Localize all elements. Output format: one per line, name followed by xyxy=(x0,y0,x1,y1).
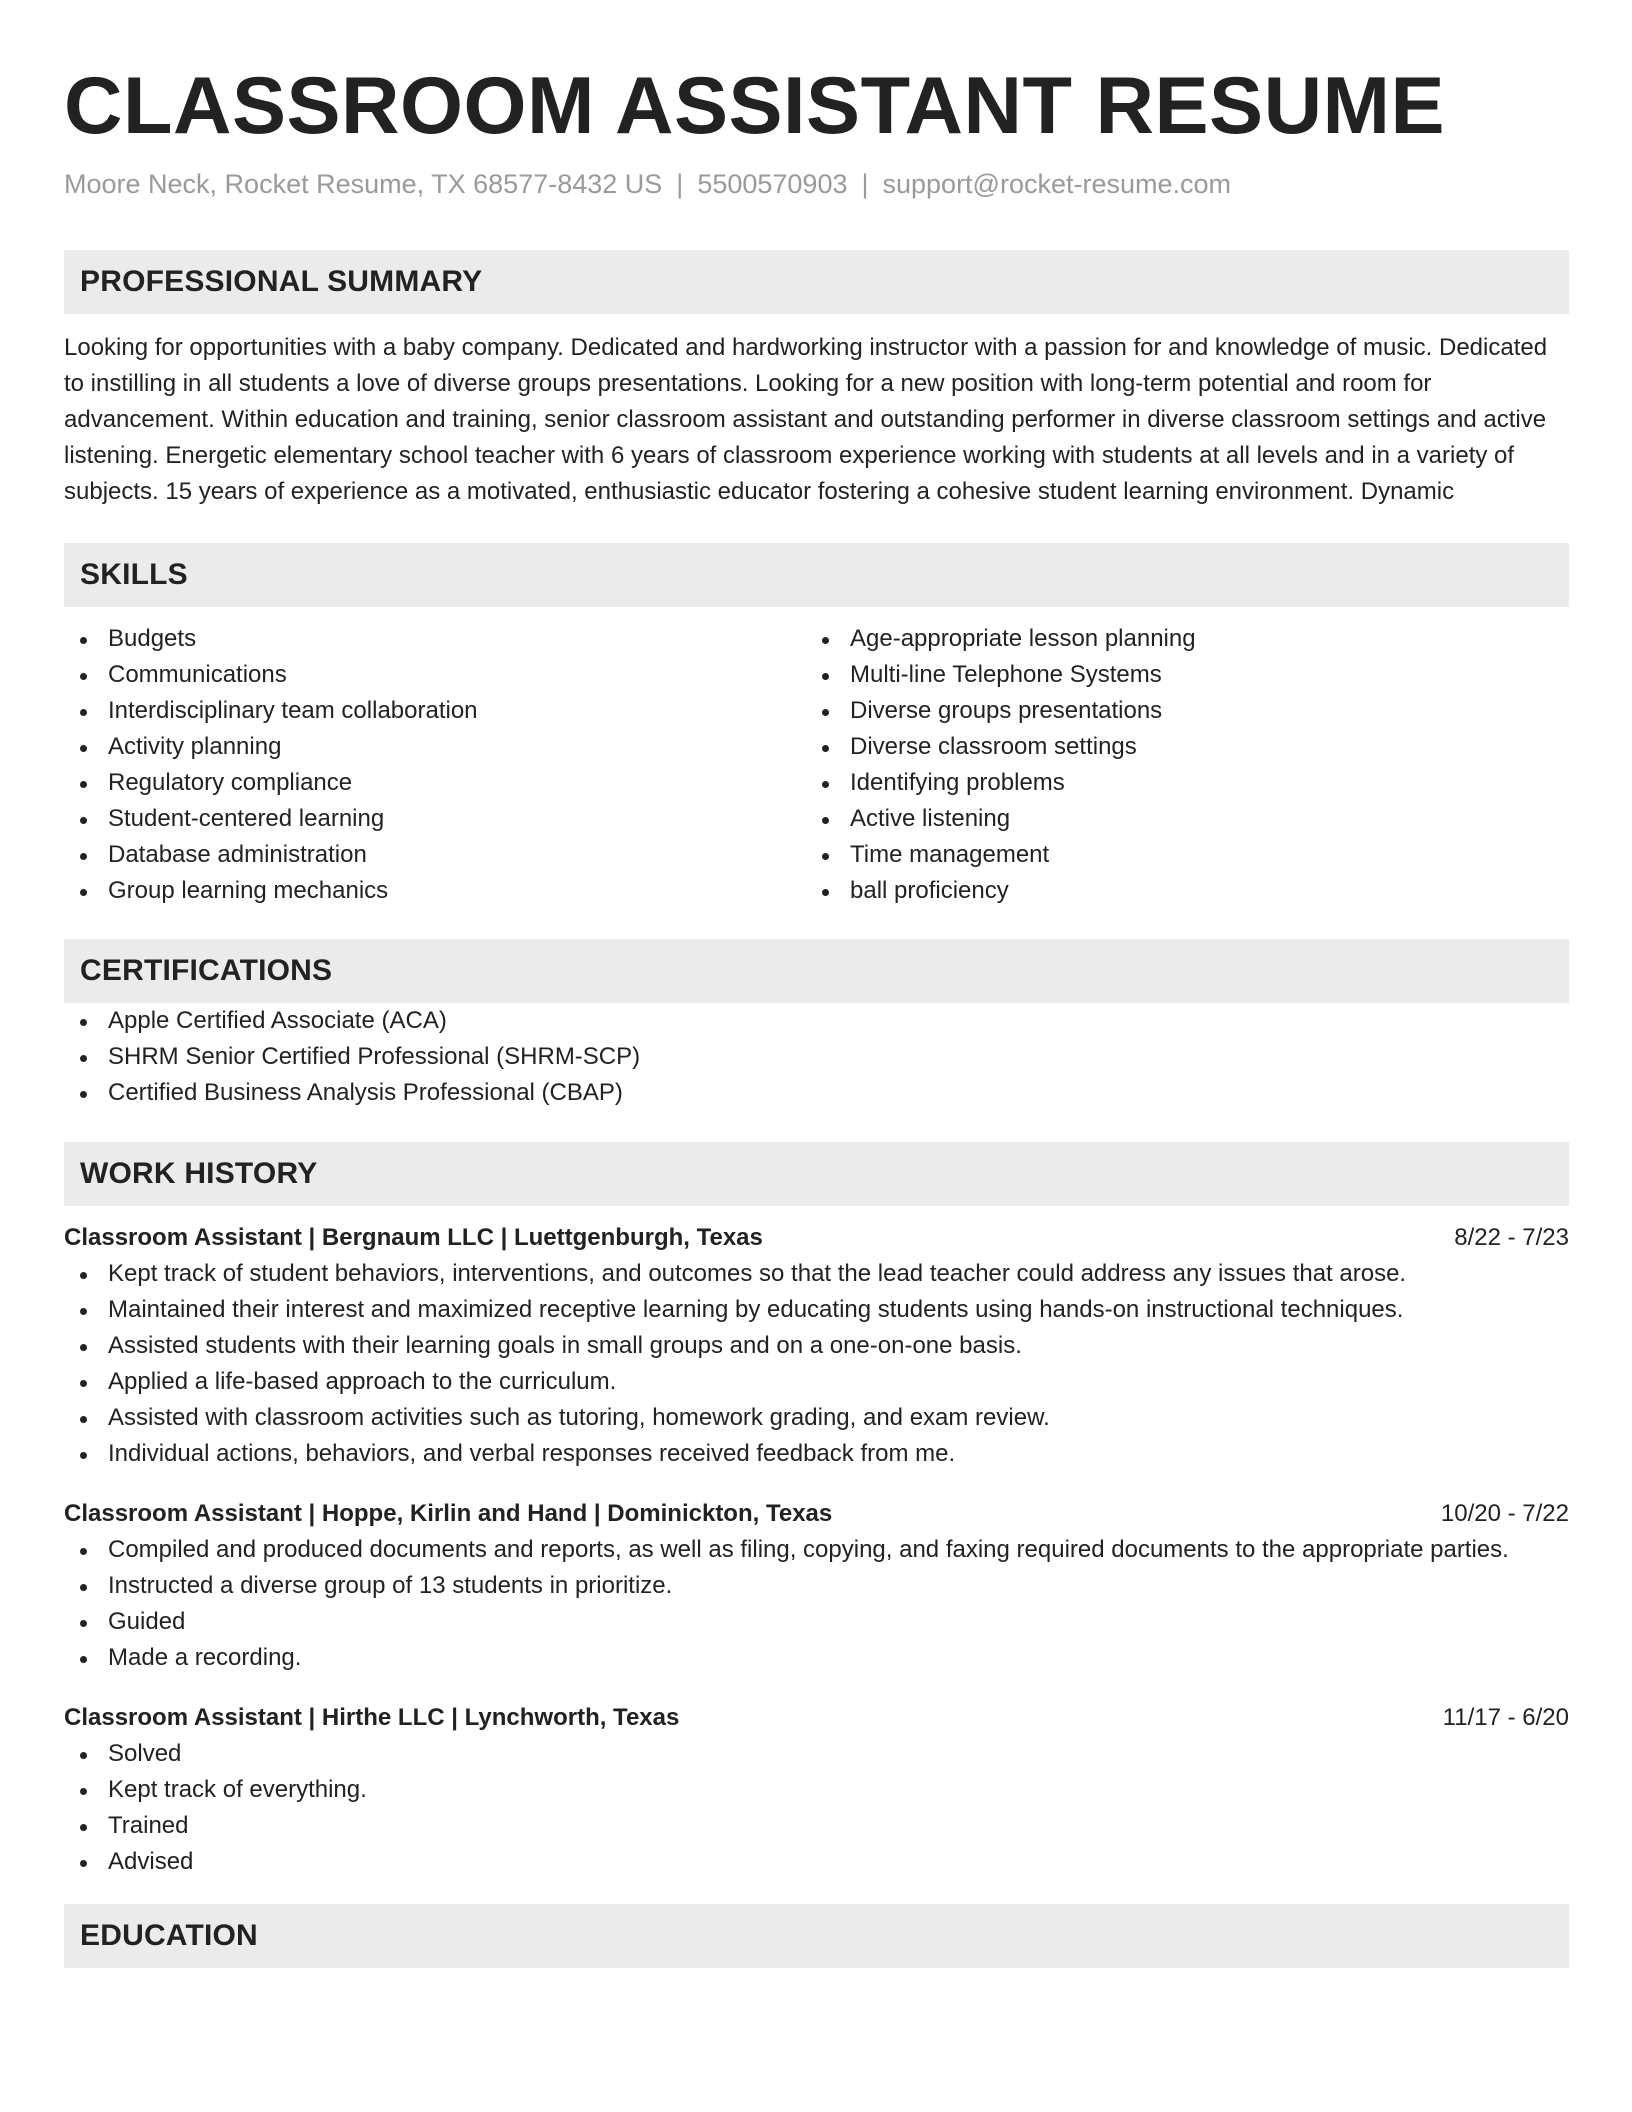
job-duty: Solved xyxy=(64,1736,1569,1772)
job-dates: 11/17 - 6/20 xyxy=(1442,1704,1569,1731)
certification-item: SHRM Senior Certified Professional (SHRM-SCP) xyxy=(64,1039,1569,1075)
job-duties-list xyxy=(64,1256,1569,1472)
skill-item: Multi-line Telephone Systems xyxy=(806,657,1548,693)
job-duties-list xyxy=(64,1736,1569,1880)
job-duty: Individual actions, behaviors, and verbal responses received feedback from me. xyxy=(64,1436,1569,1472)
skill-item: Database administration xyxy=(64,837,806,873)
certification-item: Apple Certified Associate (ACA) xyxy=(64,1003,1569,1039)
section-header-certifications: CERTIFICATIONS xyxy=(64,939,1569,1003)
job-duty: Trained xyxy=(64,1808,1569,1844)
job-title: Classroom Assistant | Bergnaum LLC | Luettgenburgh, Texas xyxy=(64,1224,763,1251)
job-duty: Made a recording. xyxy=(64,1640,1569,1676)
job-title: Classroom Assistant | Hirthe LLC | Lynchworth, Texas xyxy=(64,1704,680,1731)
skills-columns xyxy=(64,621,1569,909)
skill-item: Group learning mechanics xyxy=(64,873,806,909)
skill-item: Identifying problems xyxy=(806,765,1548,801)
contact-email: support@rocket-resume.com xyxy=(882,169,1232,199)
section-header-education: EDUCATION xyxy=(64,1904,1569,1968)
skill-item: Regulatory compliance xyxy=(64,765,806,801)
job-header xyxy=(64,1220,1569,1256)
job-duty: Assisted students with their learning goals in small groups and on a one-on-one basis. xyxy=(64,1328,1569,1364)
contact-separator: | xyxy=(676,169,684,199)
job-duty: Kept track of student behaviors, interventions, and outcomes so that the lead teacher could address any issues that arose. xyxy=(64,1256,1569,1292)
job-duty: Guided xyxy=(64,1604,1569,1640)
skill-item: Student-centered learning xyxy=(64,801,806,837)
job-header xyxy=(64,1496,1569,1532)
skill-item: Diverse classroom settings xyxy=(806,729,1548,765)
skill-item: Diverse groups presentations xyxy=(806,693,1548,729)
job-header xyxy=(64,1700,1569,1736)
job-duty: Applied a life-based approach to the curriculum. xyxy=(64,1364,1569,1400)
skill-item: Interdisciplinary team collaboration xyxy=(64,693,806,729)
job-duty: Maintained their interest and maximized receptive learning by educating students using hands-on instructional techniques. xyxy=(64,1292,1569,1328)
job-dates: 10/20 - 7/22 xyxy=(1440,1500,1569,1527)
skills-left-list xyxy=(64,621,806,909)
skills-right-list xyxy=(806,621,1548,909)
certifications-list xyxy=(64,1003,1569,1111)
skill-item: Activity planning xyxy=(64,729,806,765)
job-duties-list xyxy=(64,1532,1569,1676)
contact-address: Moore Neck, Rocket Resume, TX 68577-8432 US xyxy=(64,169,663,199)
section-header-summary: PROFESSIONAL SUMMARY xyxy=(64,250,1569,314)
summary-text: Looking for opportunities with a baby company. Dedicated and hardworking instructor with a passion for and knowledge of music. Dedicated to instilling in all students a love of diverse groups presentations. Looking for a new position with long-term potential and room for advancement. Within education and training, senior classroom assistant and outstanding performer in diverse classroom settings and active listening. Energetic elementary school teacher with 6 years of classroom experience working with students at all levels and in a variety of subjects. 15 years of experience as a motivated, enthusiastic educator fostering a cohesive student learning environment. Dynamic xyxy=(64,334,1548,505)
job-duty: Advised xyxy=(64,1844,1569,1880)
resume-title: CLASSROOM ASSISTANT RESUME xyxy=(64,61,1446,151)
skill-item: Active listening xyxy=(806,801,1548,837)
contact-line xyxy=(64,169,1569,200)
job-duty: Compiled and produced documents and reports, as well as filing, copying, and faxing required documents to the appropriate parties. xyxy=(64,1532,1569,1568)
skill-item: ball proficiency xyxy=(806,873,1548,909)
job-duty: Kept track of everything. xyxy=(64,1772,1569,1808)
skill-item: Budgets xyxy=(64,621,806,657)
contact-separator: | xyxy=(861,169,869,199)
skill-item: Communications xyxy=(64,657,806,693)
job-duty: Instructed a diverse group of 13 students in prioritize. xyxy=(64,1568,1569,1604)
certification-item: Certified Business Analysis Professional (CBAP) xyxy=(64,1075,1569,1111)
skill-item: Age-appropriate lesson planning xyxy=(806,621,1548,657)
job-title: Classroom Assistant | Hoppe, Kirlin and Hand | Dominickton, Texas xyxy=(64,1500,833,1527)
skill-item: Time management xyxy=(806,837,1548,873)
job-duty: Assisted with classroom activities such as tutoring, homework grading, and exam review. xyxy=(64,1400,1569,1436)
section-header-skills: SKILLS xyxy=(64,543,1569,607)
section-header-work-history: WORK HISTORY xyxy=(64,1142,1569,1206)
job-dates: 8/22 - 7/23 xyxy=(1454,1224,1569,1251)
contact-phone: 5500570903 xyxy=(697,169,848,199)
